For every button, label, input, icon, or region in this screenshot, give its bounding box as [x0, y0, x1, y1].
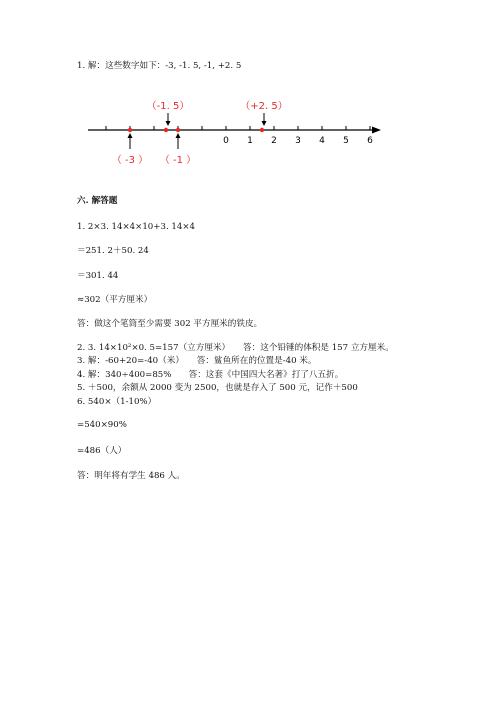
line-6: 2. 3. 14×10²×0. 5=157（立方厘米） 答：这个铅锤的体积是 157 立方厘米。	[77, 343, 394, 353]
line-3: ＝301. 44	[77, 271, 119, 281]
number-line-tick-labels	[223, 136, 373, 146]
number-line-ticks	[106, 126, 370, 130]
line-7: 3. 解：-60+20=-40（米） 答：鲨鱼所在的位置是-40 米。	[77, 356, 317, 366]
line-8: 4. 解：340÷400=85% 答：这套《中国四大名著》打了八五折。	[77, 370, 344, 380]
line-1: 1. 2×3. 14×4×10+3. 14×4	[77, 222, 196, 232]
tick-label: 2	[271, 136, 277, 146]
up-arrow-icon	[176, 133, 181, 138]
tick-label: 6	[367, 136, 373, 146]
down-arrow-icon	[262, 121, 267, 126]
point-minus-3	[128, 128, 132, 132]
tick-label: 3	[295, 136, 301, 146]
section-title: 六. 解答题	[77, 196, 118, 206]
line-9: 5. ＋500，余额从 2000 变为 2500，也就是存入了 500 元，记作＋500	[77, 383, 358, 393]
up-arrow-icon	[128, 133, 133, 138]
number-line	[80, 95, 390, 175]
point-plus-2-5	[260, 128, 264, 132]
line-13: 答：明年将有学生 486 人。	[77, 471, 185, 481]
point-minus-1-5	[164, 128, 168, 132]
tick-label: 0	[223, 136, 229, 146]
down-arrow-icon	[166, 121, 171, 126]
label-minus-1-5: （-1. 5）	[146, 101, 190, 112]
line-12: =486（人）	[77, 446, 127, 456]
tick-label: 1	[247, 136, 253, 146]
label-plus-2-5: （+2. 5）	[240, 101, 288, 112]
label-minus-3: （ -3 ）	[111, 155, 149, 166]
line-2: ＝251. 2＋50. 24	[77, 246, 149, 256]
axis-arrow-icon	[372, 127, 381, 134]
label-minus-1: （ -1 ）	[159, 155, 197, 166]
line-5: 答：做这个笔筒至少需要 302 平方厘米的铁皮。	[77, 319, 263, 329]
answer-1-intro: 1. 解：这些数字如下：-3, -1. 5, -1, +2. 5	[77, 61, 242, 71]
line-11: =540×90%	[77, 420, 127, 430]
point-minus-1	[176, 128, 180, 132]
line-10: 6. 540×（1-10%）	[77, 397, 157, 407]
line-4: ≈302（平方厘米）	[77, 295, 153, 305]
tick-label: 5	[343, 136, 349, 146]
tick-label: 4	[319, 136, 325, 146]
